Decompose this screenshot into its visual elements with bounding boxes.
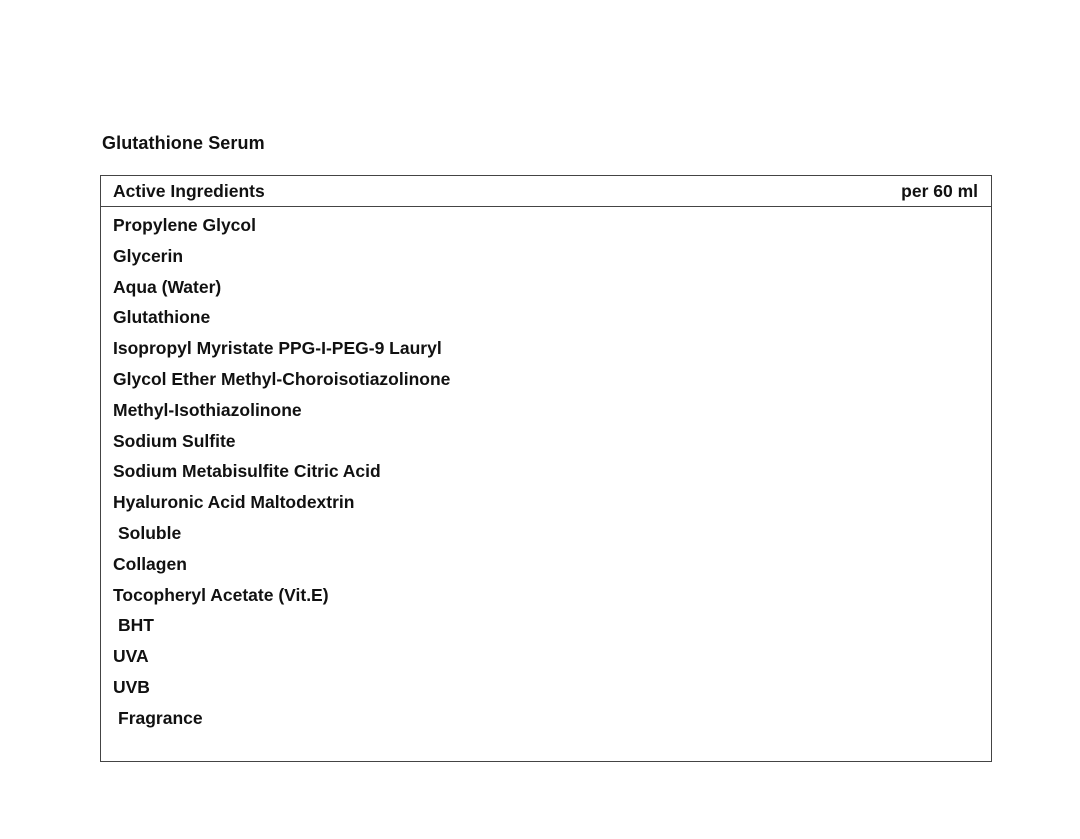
ingredient-row: UVB — [113, 676, 150, 697]
ingredient-row: Soluble — [118, 522, 182, 543]
ingredient-row: Sodium Sulfite — [113, 430, 236, 451]
ingredient-row: Glycol Ether Methyl-Choroisotiazolinone — [113, 368, 451, 389]
header-per-60-ml: per 60 ml — [901, 180, 978, 201]
document-title: Glutathione Serum — [102, 133, 265, 153]
header-active-ingredients: Active Ingredients — [113, 180, 265, 201]
ingredients-list — [101, 207, 991, 734]
ingredients-table — [100, 175, 992, 762]
ingredient-row: Glutathione — [113, 307, 211, 328]
ingredient-row: UVA — [113, 646, 149, 667]
ingredient-row: Aqua (Water) — [113, 276, 222, 297]
ingredient-row: Isopropyl Myristate PPG-I-PEG-9 Lauryl — [113, 338, 442, 359]
ingredient-row: Propylene Glycol — [113, 215, 256, 235]
ingredient-row: Glycerin — [113, 245, 184, 266]
table-header — [101, 176, 991, 207]
ingredient-row: Methyl-Isothiazolinone — [113, 399, 302, 420]
ingredient-row: Sodium Metabisulfite Citric Acid — [113, 461, 381, 482]
ingredient-row: Collagen — [113, 553, 187, 574]
ingredient-row: BHT — [118, 615, 154, 636]
ingredient-row: Fragrance — [118, 707, 203, 728]
ingredient-row: Tocopheryl Acetate (Vit.E) — [113, 584, 329, 605]
ingredient-row: Hyaluronic Acid Maltodextrin — [113, 492, 355, 513]
